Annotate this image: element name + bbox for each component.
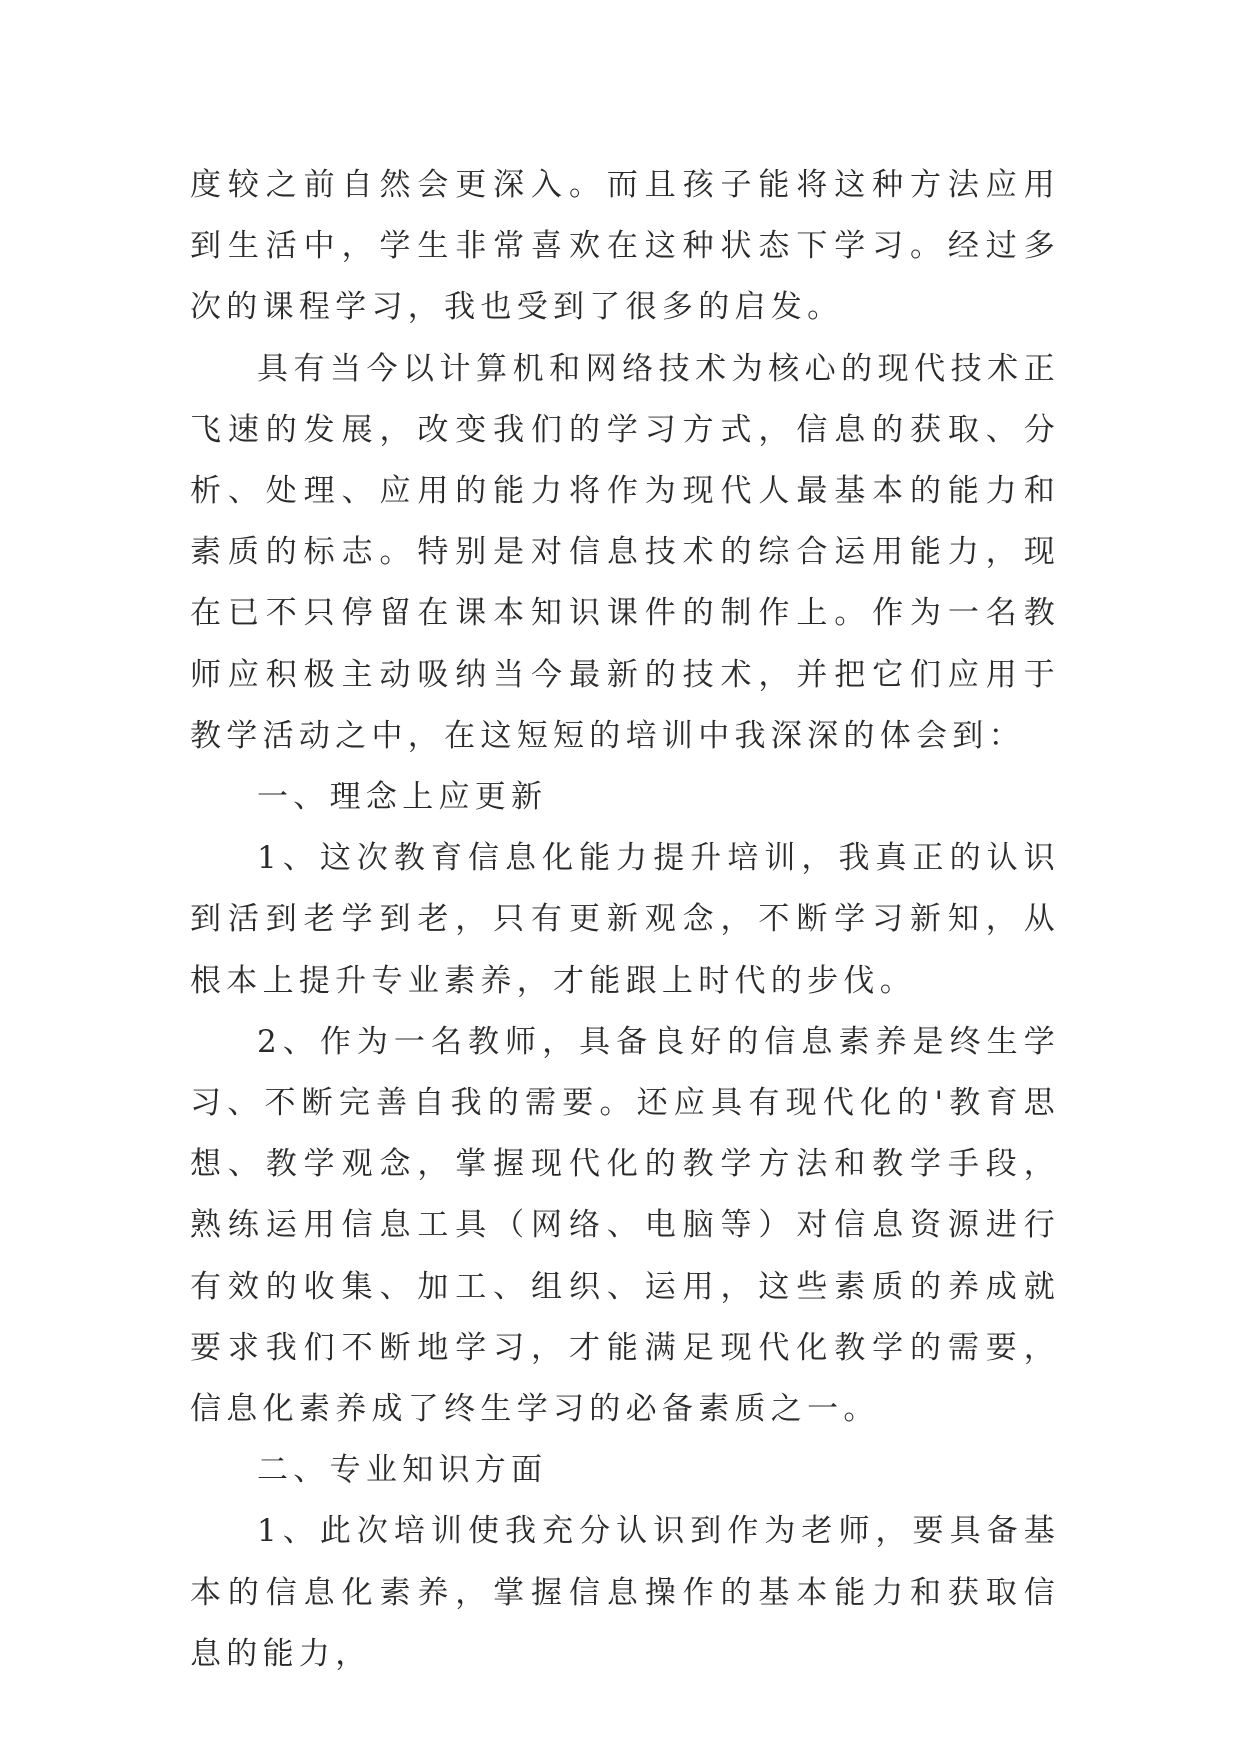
paragraph-intro: 具有当今以计算机和网络技术为核心的现代技术正飞速的发展，改变我们的学习方式，信息的获取、分析、处理、应用的能力将作为现代人最基本的能力和素质的标志。特别是对信息技术的综合运用能力，现在已不只停留在课本知识课件的制作上。作为一名教师应积极主动吸纳当今最新的技术，并把它们应用于教学活动之中，在这短短的培训中我深深的体会到：: [190, 350, 1060, 754]
paragraph-concept-1: 1、这次教育信息化能力提升培训，我真正的认识到活到老学到老，只有更新观念，不断学习新知，从根本上提升专业素养，才能跟上时代的步伐。: [190, 840, 1060, 999]
section-heading-knowledge: 二、专业知识方面: [257, 1452, 548, 1489]
paragraph-concept-2: 2、作为一名教师，具备良好的信息素养是终生学习、不断完善自我的需要。还应具有现代化的'教育思想、教学观念，掌握现代化的教学方法和教学手段，熟练运用信息工具（网络、电脑等）对信息资源进行有效的收集、加工、组织、运用，这些素质的养成就要求我们不断地学习，才能满足现代化教学的需要，信息化素养成了终生学习的必备素质之一。: [190, 1023, 1060, 1428]
paragraph-knowledge-1: 1、此次培训使我充分认识到作为老师，要具备基本的信息化素养，掌握信息操作的基本能力和获取信息的能力，: [190, 1513, 1060, 1672]
paragraph-continuation: 度较之前自然会更深入。而且孩子能将这种方法应用到生活中，学生非常喜欢在这种状态下学习。经过多次的课程学习，我也受到了很多的启发。: [190, 167, 1060, 326]
section-heading-concept: 一、理念上应更新: [257, 779, 548, 816]
document-body: [190, 155, 1060, 1685]
